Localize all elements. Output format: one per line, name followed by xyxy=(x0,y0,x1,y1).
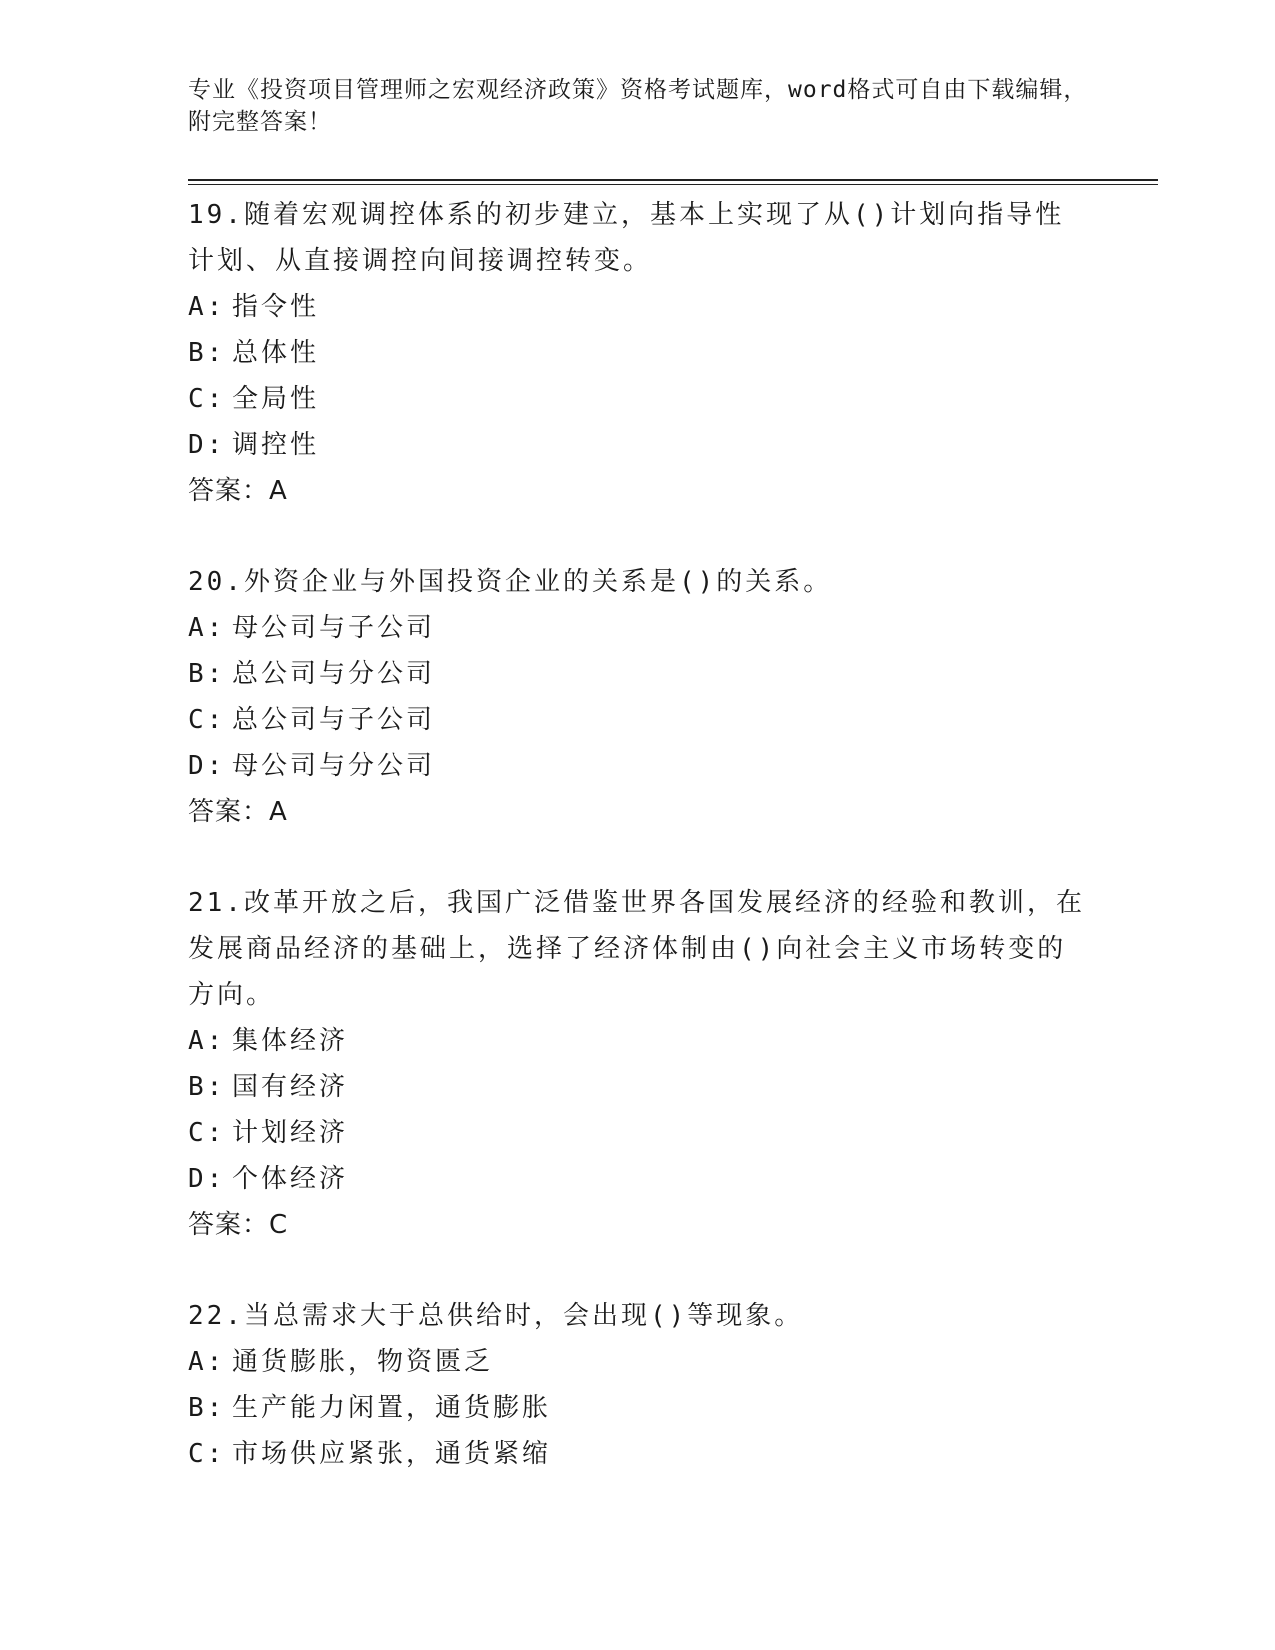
option-c xyxy=(188,1431,1088,1477)
option-c xyxy=(188,1110,1088,1156)
answer-value: A xyxy=(269,476,288,506)
answer-label: 答案： xyxy=(188,476,270,506)
option-text: 总体性 xyxy=(232,338,320,368)
option-key: B: xyxy=(188,338,226,368)
option-key: B: xyxy=(188,1072,226,1102)
option-text: 母公司与子公司 xyxy=(232,613,436,643)
question-stem: 22.当总需求大于总供给时，会出现()等现象。 xyxy=(188,1301,804,1331)
option-d xyxy=(188,743,1088,789)
answer-line xyxy=(188,468,1088,514)
option-key: A: xyxy=(188,292,226,322)
option-text: 指令性 xyxy=(232,292,320,322)
option-text: 集体经济 xyxy=(232,1026,349,1056)
header-rule-thick xyxy=(188,179,1158,181)
option-b xyxy=(188,651,1088,697)
option-text: 母公司与分公司 xyxy=(232,751,436,781)
answer-value: A xyxy=(269,797,288,827)
option-d xyxy=(188,422,1088,468)
option-key: C: xyxy=(188,1439,226,1469)
option-a xyxy=(188,284,1088,330)
option-key: C: xyxy=(188,705,226,735)
option-key: B: xyxy=(188,1393,226,1423)
option-text: 生产能力闲置，通货膨胀 xyxy=(232,1393,552,1423)
option-text: 总公司与分公司 xyxy=(232,659,436,689)
option-text: 总公司与子公司 xyxy=(232,705,436,735)
option-a xyxy=(188,1018,1088,1064)
option-key: B: xyxy=(188,659,226,689)
answer-value: C xyxy=(269,1210,289,1240)
question-stem: 21.改革开放之后，我国广泛借鉴世界各国发展经济的经验和教训，在发展商品经济的基础上，选择了经济体制由()向社会主义市场转变的方向。 xyxy=(188,888,1085,1010)
question-stem: 20.外资企业与外国投资企业的关系是()的关系。 xyxy=(188,567,833,597)
answer-line xyxy=(188,1202,1088,1248)
option-text: 个体经济 xyxy=(232,1164,349,1194)
option-text: 计划经济 xyxy=(232,1118,349,1148)
option-b xyxy=(188,330,1088,376)
answer-label: 答案： xyxy=(188,797,270,827)
option-key: D: xyxy=(188,751,226,781)
option-text: 通货膨胀，物资匮乏 xyxy=(232,1347,494,1377)
option-c xyxy=(188,697,1088,743)
option-a xyxy=(188,1339,1088,1385)
option-text: 调控性 xyxy=(232,430,320,460)
answer-label: 答案： xyxy=(188,1210,270,1240)
option-d xyxy=(188,1156,1088,1202)
option-key: C: xyxy=(188,1118,226,1148)
option-key: D: xyxy=(188,1164,226,1194)
option-key: A: xyxy=(188,1026,226,1056)
option-key: D: xyxy=(188,430,226,460)
option-b xyxy=(188,1385,1088,1431)
option-c xyxy=(188,376,1088,422)
question-19 xyxy=(188,192,1088,514)
question-22 xyxy=(188,1293,1088,1477)
document-header: 专业《投资项目管理师之宏观经济政策》资格考试题库，word格式可自由下载编辑，附完整答案！ xyxy=(188,77,1088,135)
option-a xyxy=(188,605,1088,651)
option-key: A: xyxy=(188,613,226,643)
option-key: C: xyxy=(188,384,226,414)
question-stem: 19.随着宏观调控体系的初步建立，基本上实现了从()计划向指导性计划、从直接调控向间接调控转变。 xyxy=(188,200,1065,276)
question-21 xyxy=(188,880,1088,1248)
option-key: A: xyxy=(188,1347,226,1377)
option-text: 全局性 xyxy=(232,384,320,414)
question-20 xyxy=(188,559,1088,835)
question-list xyxy=(188,192,1088,1522)
option-text: 国有经济 xyxy=(232,1072,349,1102)
answer-line xyxy=(188,789,1088,835)
option-b xyxy=(188,1064,1088,1110)
option-text: 市场供应紧张，通货紧缩 xyxy=(232,1439,552,1469)
header-rule-thin xyxy=(188,184,1158,185)
